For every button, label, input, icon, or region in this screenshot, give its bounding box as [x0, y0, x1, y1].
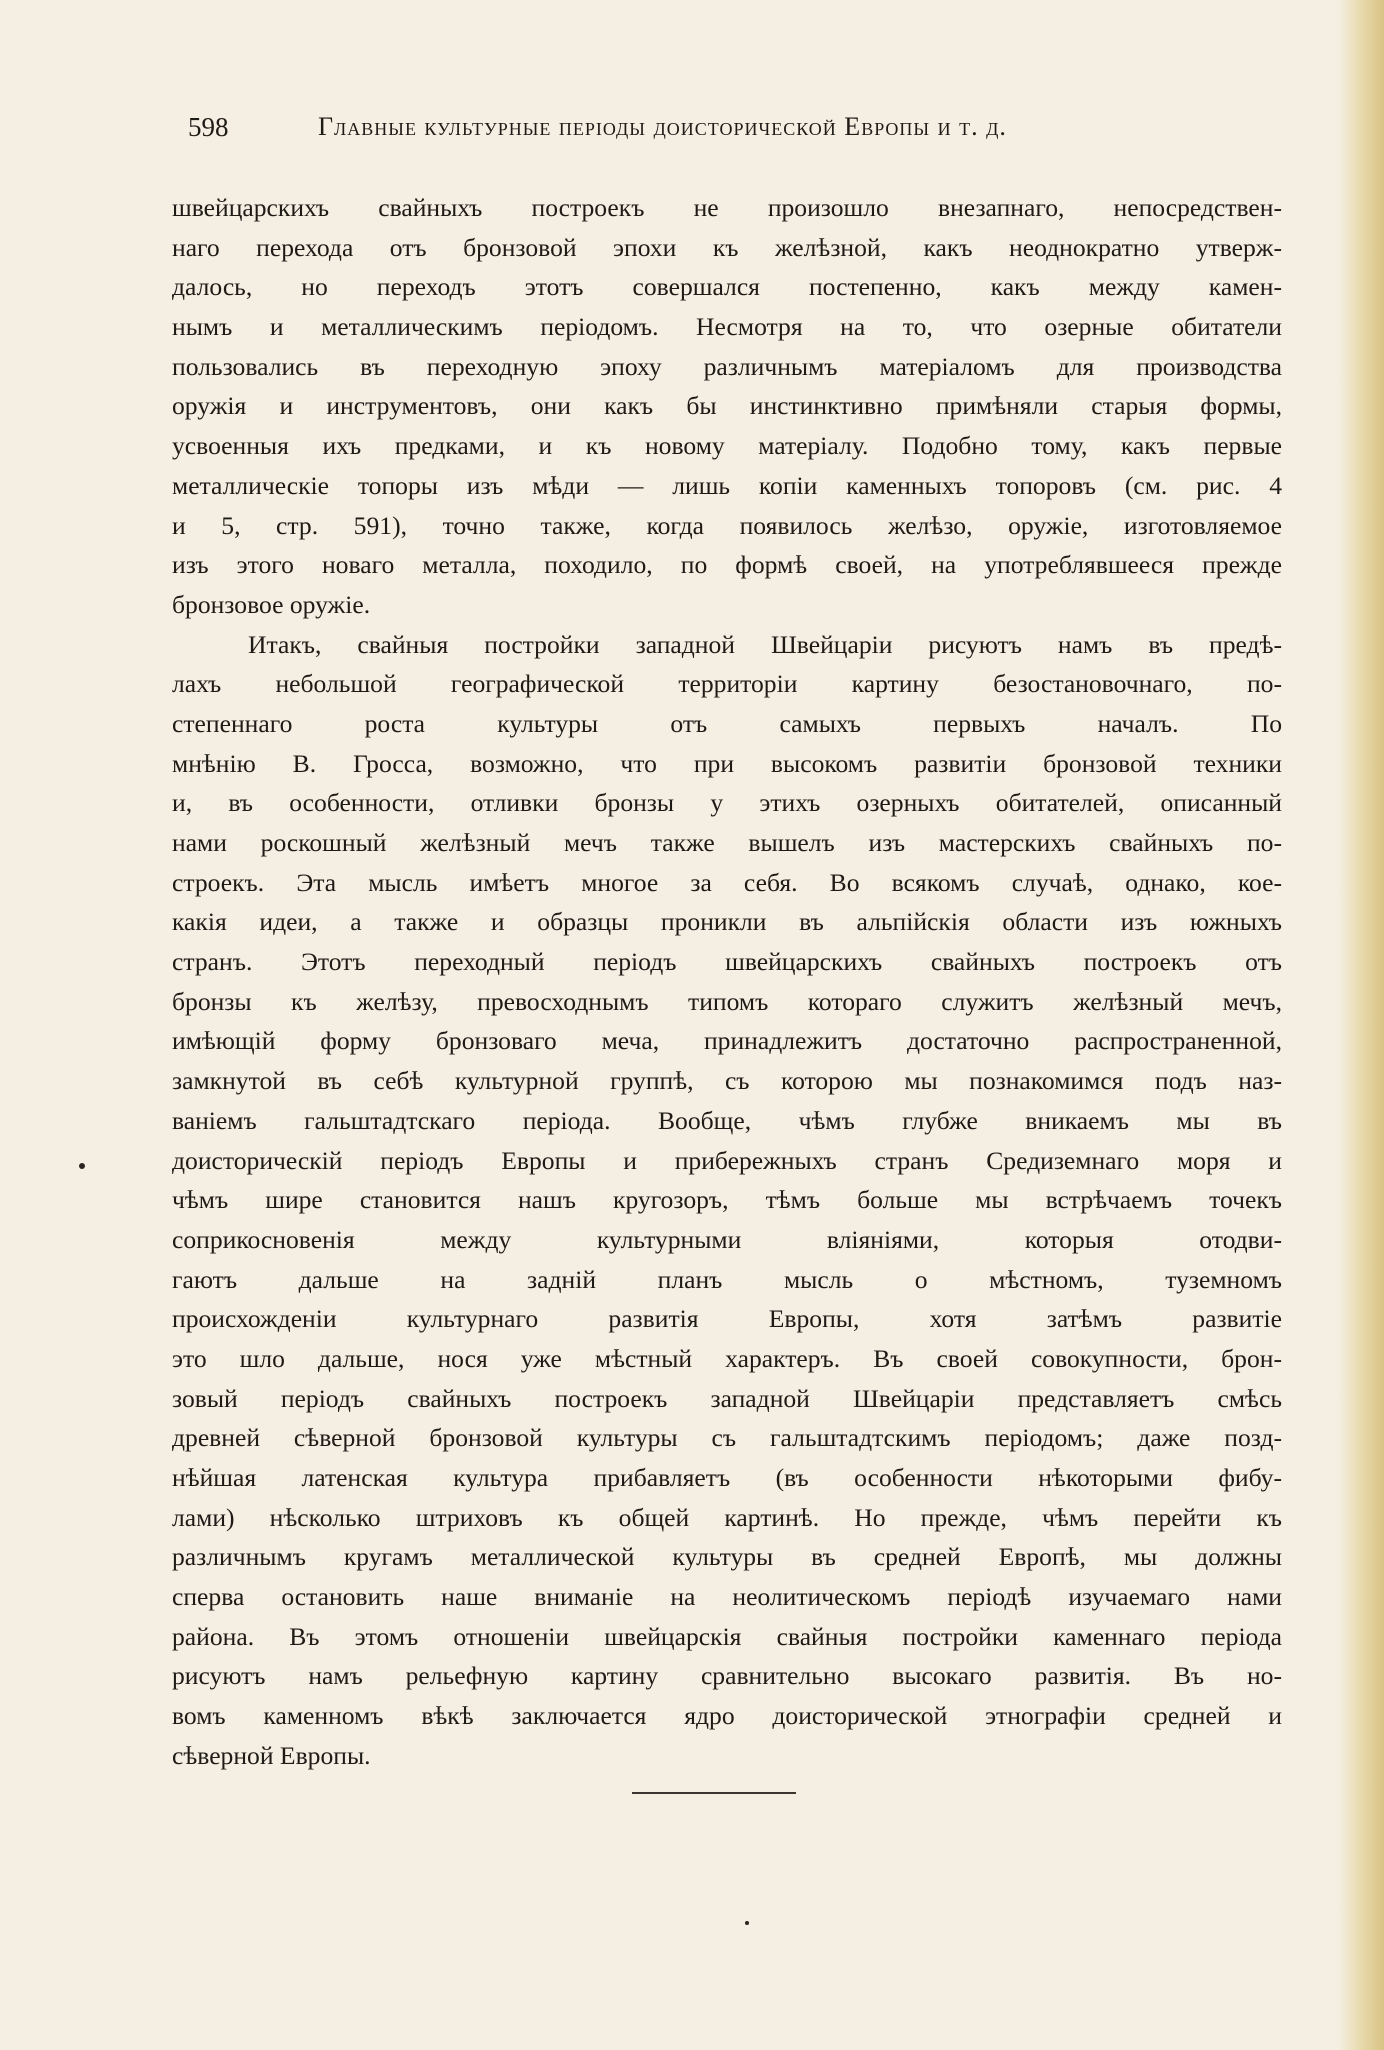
text-line: и, въ особенности, отливки бронзы у этихъ озерныхъ обитателей, описанный	[172, 788, 1282, 818]
text-line: ваніемъ гальштадтскаго періода. Вообще, чѣмъ глубже вникаемъ мы въ	[172, 1105, 1282, 1135]
section-divider	[632, 1792, 796, 1794]
page-number: 598	[188, 112, 229, 142]
text-line: это шло дальше, нося уже мѣстный характеръ. Въ своей совокупности, брон-	[172, 1343, 1282, 1373]
text-line: далось, но переходъ этотъ совершался постепенно, какъ между камен-	[172, 272, 1282, 302]
text-line: странъ. Этотъ переходный періодъ швейцарскихъ свайныхъ построекъ отъ	[172, 947, 1282, 977]
text-line: доисторическій періодъ Европы и прибережныхъ странъ Средиземнаго моря и	[172, 1145, 1282, 1175]
text-line: лами) нѣсколько штриховъ къ общей картинѣ. Но прежде, чѣмъ перейти къ	[172, 1502, 1282, 1532]
text-line: гаютъ дальше на задній планъ мысль о мѣстномъ, туземномъ	[172, 1264, 1282, 1294]
text-line: древней сѣверной бронзовой культуры съ гальштадтскимъ періодомъ; даже позд-	[172, 1423, 1282, 1453]
text-line: какія идеи, а также и образцы проникли въ альпійскія области изъ южныхъ	[172, 907, 1282, 937]
text-line: мнѣнію В. Гросса, возможно, что при высокомъ развитіи бронзовой техники	[172, 748, 1282, 778]
page-edge-shading	[1338, 0, 1384, 2050]
text-line: нымъ и металлическимъ періодомъ. Несмотря на то, что озерные обитатели	[172, 312, 1282, 342]
text-line: различнымъ кругамъ металлической культуры въ средней Европѣ, мы должны	[172, 1542, 1282, 1572]
text-line: рисуютъ намъ рельефную картину сравнительно высокаго развитія. Въ но-	[172, 1661, 1282, 1691]
text-line: лахъ небольшой географической территоріи картину безостановочнаго, по-	[172, 669, 1282, 699]
text-line: нѣйшая латенская культура прибавляетъ (въ особенности нѣкоторыми фибу-	[172, 1463, 1282, 1492]
body-text	[172, 188, 1282, 1776]
text-line: швейцарскихъ свайныхъ построекъ не произошло внезапнаго, непосредствен-	[172, 193, 1282, 222]
text-line: усвоенныя ихъ предками, и къ новому матеріалу. Подобно тому, какъ первые	[172, 431, 1282, 461]
text-line: и 5, стр. 591), точно также, когда появилось желѣзо, оружіе, изготовляемое	[172, 510, 1282, 540]
text-line: происхожденіи культурнаго развитія Европы, хотя затѣмъ развитіе	[172, 1304, 1282, 1334]
paragraph-first-line: Итакъ, свайныя постройки западной Швейцаріи рисуютъ намъ въ предѣ-	[248, 629, 1282, 659]
text-line: вомъ каменномъ вѣкѣ заключается ядро доисторической этнографіи средней и	[172, 1701, 1282, 1731]
text-line: наго перехода отъ бронзовой эпохи къ желѣзной, какъ неоднократно утверж-	[172, 232, 1282, 262]
text-line: имѣющій форму бронзоваго меча, принадлежитъ достаточно распространенной,	[172, 1026, 1282, 1056]
text-line: пользовались въ переходную эпоху различнымъ матеріаломъ для производства	[172, 351, 1282, 381]
margin-speck	[79, 1163, 85, 1169]
text-line: изъ этого новаго металла, походило, по формѣ своей, на употреблявшееся прежде	[172, 550, 1282, 580]
text-line: сперва остановить наше вниманіе на неолитическомъ періодѣ изучаемаго нами	[172, 1582, 1282, 1612]
text-line: бронзы къ желѣзу, превосходнымъ типомъ котораго служитъ желѣзный мечъ,	[172, 986, 1282, 1016]
text-line: района. Въ этомъ отношеніи швейцарскія свайныя постройки каменнаго періода	[172, 1621, 1282, 1651]
paragraph-end-line: бронзовое оружіе.	[172, 589, 371, 619]
page-speck	[745, 1921, 749, 1925]
text-line: замкнутой въ себѣ культурной группѣ, съ которою мы познакомимся подъ наз-	[172, 1066, 1282, 1096]
paragraph-end-line: сѣверной Европы.	[172, 1740, 371, 1770]
page-header	[188, 112, 1188, 148]
text-line: соприкосновенія между культурными вліяніями, которыя отодви-	[172, 1224, 1282, 1254]
text-line: металлическіе топоры изъ мѣди — лишь копіи каменныхъ топоровъ (см. рис. 4	[172, 470, 1282, 500]
text-line: строекъ. Эта мысль имѣетъ многое за себя. Во всякомъ случаѣ, однако, кое-	[172, 867, 1282, 897]
text-line: степеннаго роста культуры отъ самыхъ первыхъ началъ. По	[172, 708, 1282, 738]
text-line: оружія и инструментовъ, они какъ бы инстинктивно примѣняли старыя формы,	[172, 391, 1282, 421]
text-line: зовый періодъ свайныхъ построекъ западной Швейцаріи представляетъ смѣсь	[172, 1383, 1282, 1413]
running-title: Главные культурные періоды доисторической Европы и т. д.	[318, 112, 1007, 141]
text-line: чѣмъ шире становится нашъ кругозоръ, тѣмъ больше мы встрѣчаемъ точекъ	[172, 1185, 1282, 1215]
text-line: нами роскошный желѣзный мечъ также вышелъ изъ мастерскихъ свайныхъ по-	[172, 828, 1282, 857]
